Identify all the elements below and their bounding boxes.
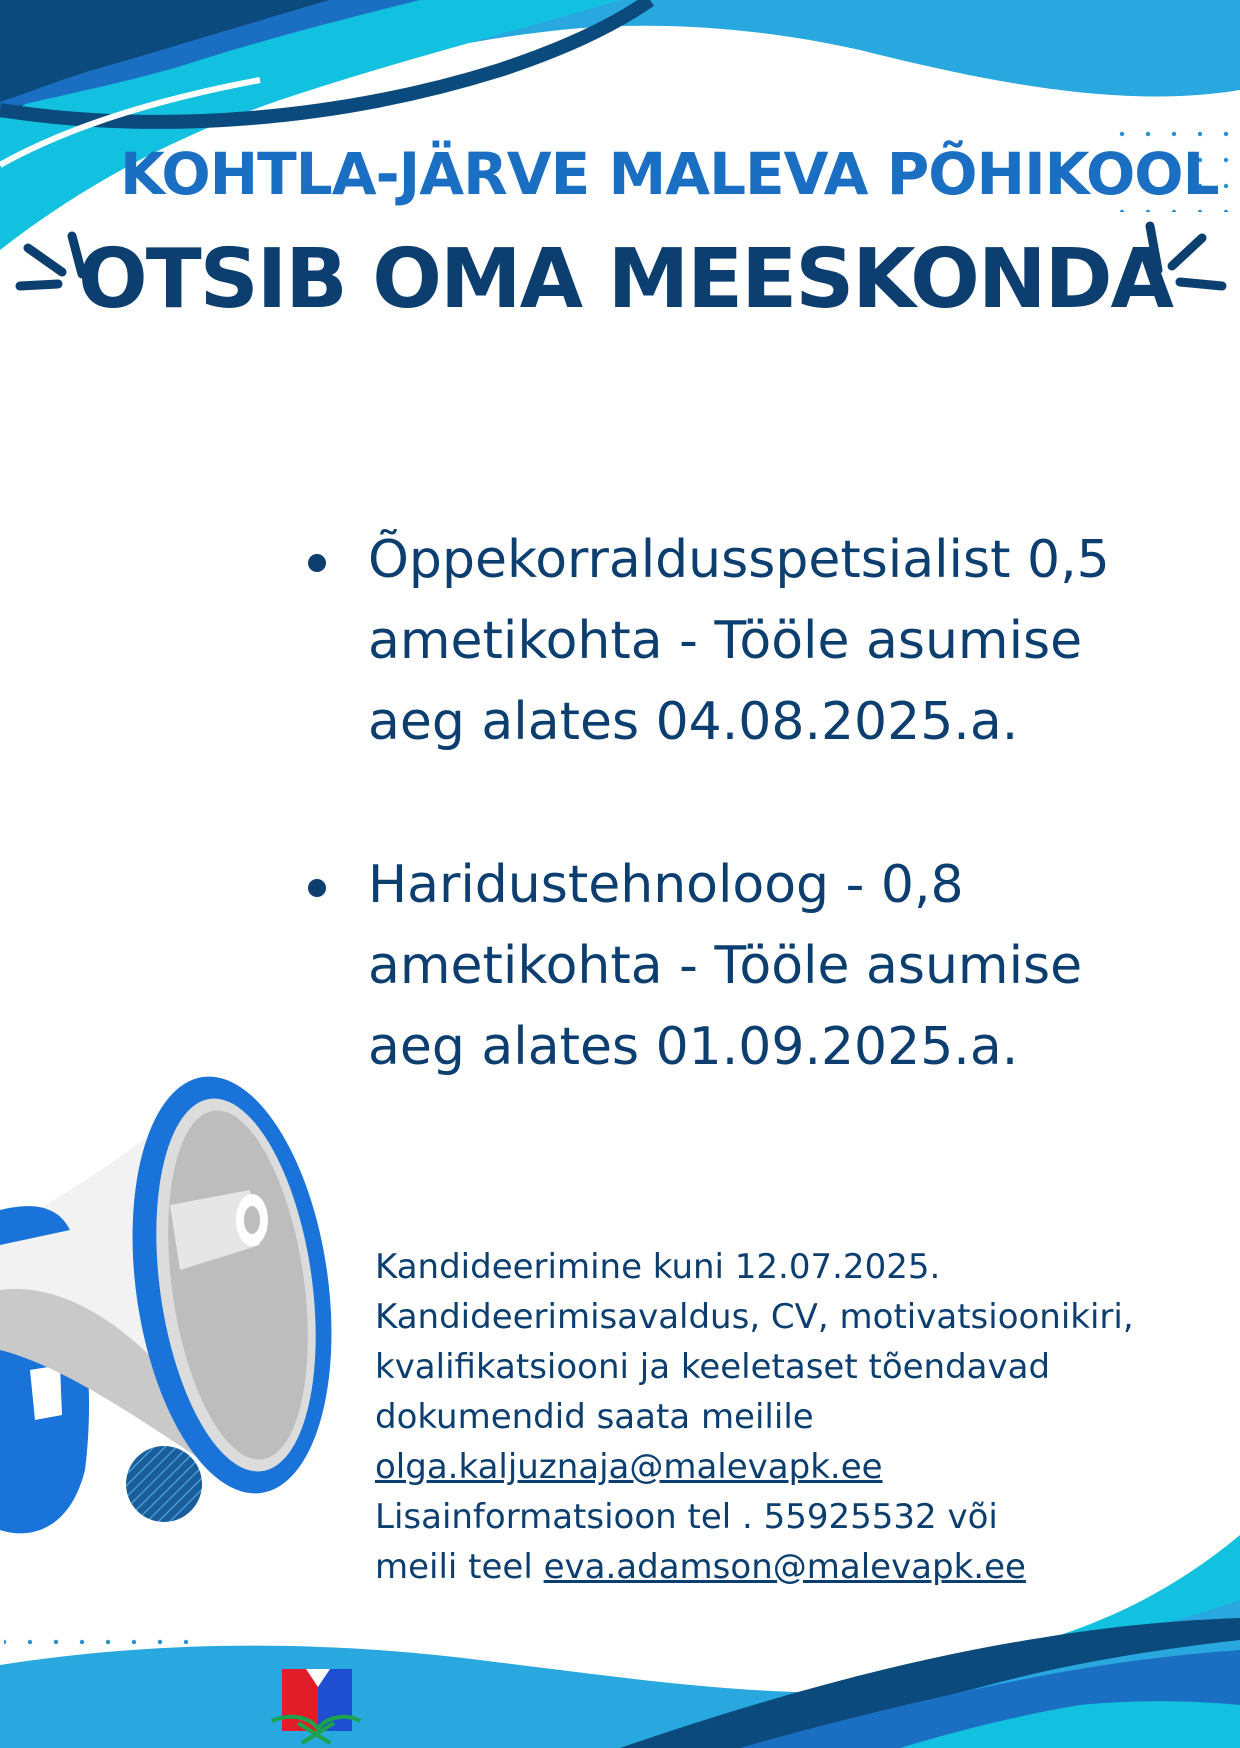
bullet-icon [308, 879, 326, 897]
documents-text-line: Kandideerimisavaldus, CV, motivatsioonikiri, [375, 1297, 1134, 1337]
position-text-line: ametikohta - Tööle asumise [368, 611, 1083, 671]
school-logo-icon [270, 1665, 362, 1745]
application-info [375, 1242, 1225, 1592]
position-text-line: Õppekorraldusspetsialist 0,5 [368, 530, 1110, 590]
info-phone-text: Lisainformatsioon tel . 55925532 või [375, 1497, 998, 1537]
documents-text-line: dokumendid saata meilile [375, 1397, 814, 1437]
apply-email-link[interactable]: olga.kaljuznaja@malevapk.ee [375, 1447, 883, 1487]
documents-text-line: kvalifikatsiooni ja keeletaset tõendavad [375, 1347, 1051, 1387]
job-positions-list [300, 520, 1220, 1170]
deadline-text: Kandideerimine kuni 12.07.2025. [375, 1247, 941, 1287]
bullet-icon [308, 554, 326, 572]
page-title: OTSIB OMA MEESKONDA [78, 232, 1172, 327]
apply-email-row [375, 1442, 1225, 1492]
school-name: KOHTLA-JÄRVE MALEVA PÕHIKOOL [120, 140, 1219, 208]
position-text-line: Haridustehnoloog - 0,8 [368, 855, 964, 915]
list-item [300, 520, 1220, 763]
position-text-line: aeg alates 01.09.2025.a. [368, 1017, 1019, 1077]
info-email-prefix: meili teel [375, 1547, 533, 1587]
list-item [300, 845, 1220, 1088]
info-email-link[interactable]: eva.adamson@malevapk.ee [543, 1547, 1026, 1587]
info-email-row [375, 1542, 1225, 1592]
position-text-line: aeg alates 04.08.2025.a. [368, 692, 1019, 752]
decorative-circle-icon [122, 1444, 206, 1528]
position-text-line: ametikohta - Tööle asumise [368, 936, 1083, 996]
